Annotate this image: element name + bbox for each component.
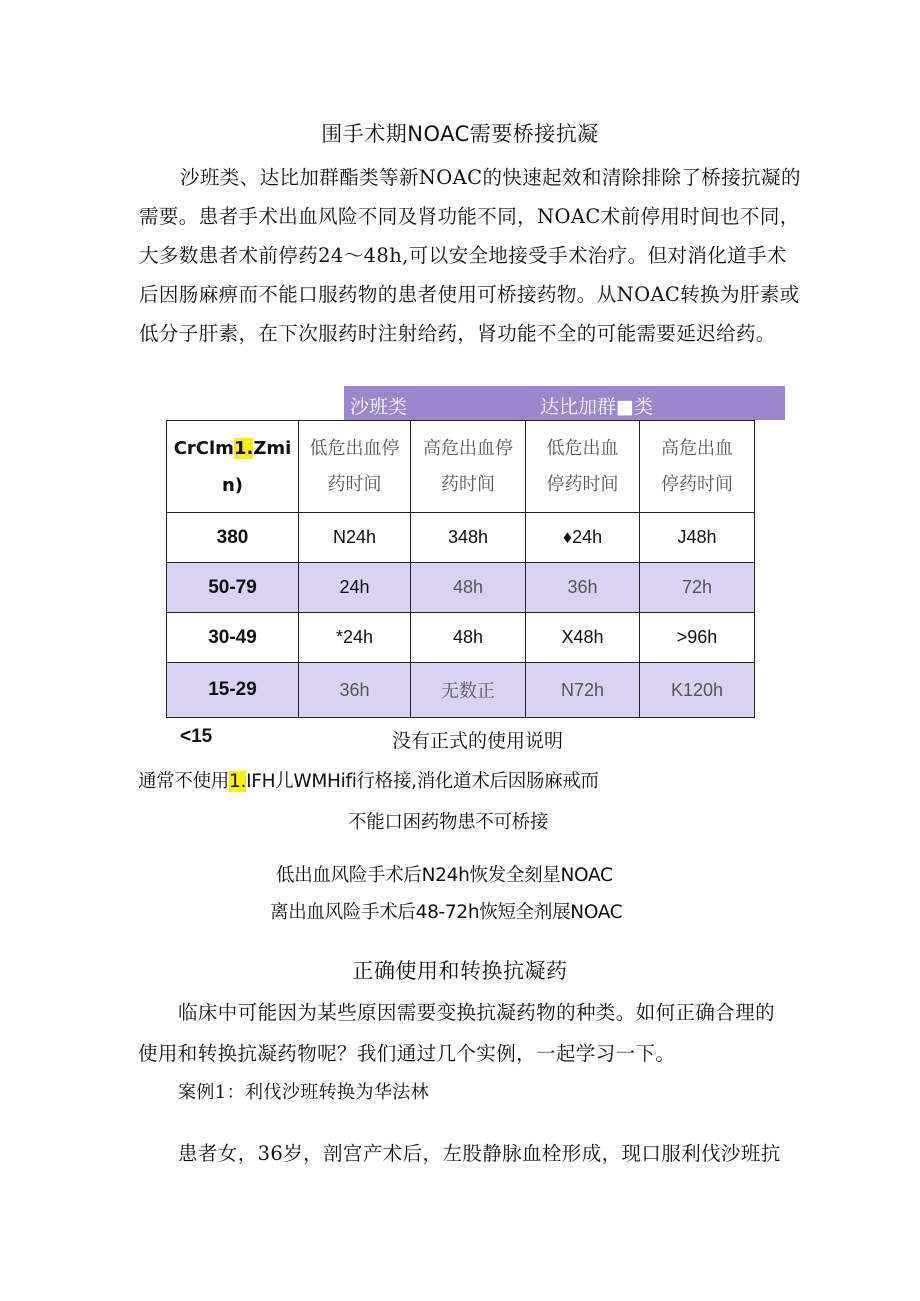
table-cell: X48h — [526, 613, 640, 663]
table-cell: 48h — [411, 563, 526, 613]
paragraph-line: 沙班类、达比加群酯类等新NOAC的快速起效和清除排除了桥接抗凝的 — [180, 166, 801, 189]
group-xaban-label: 沙班类 — [350, 396, 408, 418]
stop-time-table — [166, 420, 755, 718]
col-header-high-risk-dabigatran — [640, 421, 755, 513]
table-header-row — [167, 421, 755, 513]
table-cell: 36h — [526, 563, 640, 613]
crcl-value: 15-29 — [167, 663, 299, 718]
header-line: 停药时间 — [546, 473, 619, 495]
low-risk-resume-note: 低出血风险手术后N24h恢发全刻星NOAC — [276, 865, 613, 886]
col-header-low-risk-dabigatran — [526, 421, 640, 513]
table-cell: 48h — [411, 613, 526, 663]
crcl-value: 30-49 — [167, 613, 299, 663]
table-row — [167, 663, 755, 718]
table-cell: >96h — [640, 613, 755, 663]
table-cell: 无数正 — [411, 663, 526, 718]
paragraph-line: 患者女，36岁，剖宫产术后，左股静脉血栓形成，现口服利伐沙班抗 — [178, 1142, 781, 1165]
table-cell: N24h — [299, 513, 411, 563]
crcl-highlight: 1. — [233, 437, 254, 459]
crcl-text: CrClm — [173, 437, 234, 459]
header-line: 低危出血 — [546, 437, 619, 459]
header-line: 高危出血停 — [423, 437, 513, 459]
table-cell: J48h — [640, 513, 755, 563]
paragraph-line: 低分子肝素，在下次服药时注射给药，肾功能不全的可能需要延迟给药。 — [139, 322, 776, 345]
table-cell: 348h — [411, 513, 526, 563]
col-header-low-risk-xaban — [299, 421, 411, 513]
bridging-note-cont: 不能口困药物患不可桥接 — [348, 812, 549, 833]
section-title: 正确使用和转换抗凝药 — [352, 959, 568, 983]
table-cell: N72h — [526, 663, 640, 718]
table-cell: K120h — [640, 663, 755, 718]
table-row — [167, 513, 755, 563]
table-row — [167, 613, 755, 663]
note-highlight: 1. — [229, 771, 247, 792]
drug-group-header — [344, 386, 785, 420]
table-cell: 36h — [299, 663, 411, 718]
bridging-note — [138, 767, 599, 793]
crcl-text: n) — [221, 474, 244, 496]
table-row — [167, 563, 755, 613]
header-line: 低危出血停 — [309, 437, 400, 459]
paragraph-line: 需要。患者手术出血风险不同及肾功能不同，NOAC术前停用时间也不同， — [139, 205, 800, 228]
table-cell: 72h — [640, 563, 755, 613]
table-cell: ♦24h — [526, 513, 640, 563]
crcl-value: 50-79 — [167, 563, 299, 613]
header-line: 停药时间 — [661, 473, 733, 495]
crcl-value: 380 — [167, 513, 299, 563]
crcl-text: Zmi — [253, 437, 292, 459]
paragraph-line: 大多数患者术前停药24～48h,可以安全地接受手术治疗。但对消化道手术 — [139, 244, 787, 267]
case-title: 案例1：利伐沙班转换为华法林 — [178, 1082, 430, 1103]
header-line: 药时间 — [441, 473, 495, 495]
table-cell: *24h — [299, 613, 411, 663]
crcl-below-15: <15 — [180, 726, 213, 747]
header-line: 药时间 — [327, 473, 382, 495]
no-instructions-note: 没有正式的使用说明 — [392, 730, 564, 752]
crcl-header — [167, 421, 299, 513]
paragraph-line: 使用和转换抗凝药物呢？我们通过几个实例，一起学习一下。 — [138, 1042, 676, 1065]
group-dabigatran-label: 达比加群■类 — [540, 396, 653, 418]
high-risk-resume-note: 离出血风险手术后48-72h恢短全剂展NOAC — [270, 902, 623, 923]
section-title: 围手术期NOAC需要桥接抗凝 — [321, 122, 599, 146]
paragraph-line: 临床中可能因为某些原因需要变换抗凝药物的种类。如何正确合理的 — [178, 1001, 776, 1024]
header-line: 高危出血 — [661, 437, 733, 459]
paragraph-line: 后因肠麻痹而不能口服药物的患者使用可桥接药物。从NOAC转换为肝素或 — [139, 283, 800, 306]
note-text: 通常不使用 — [138, 771, 230, 792]
table-cell: 24h — [299, 563, 411, 613]
note-text: IFH儿WMHifi行格接,消化道术后因肠麻戒而 — [246, 771, 599, 792]
col-header-high-risk-xaban — [411, 421, 526, 513]
